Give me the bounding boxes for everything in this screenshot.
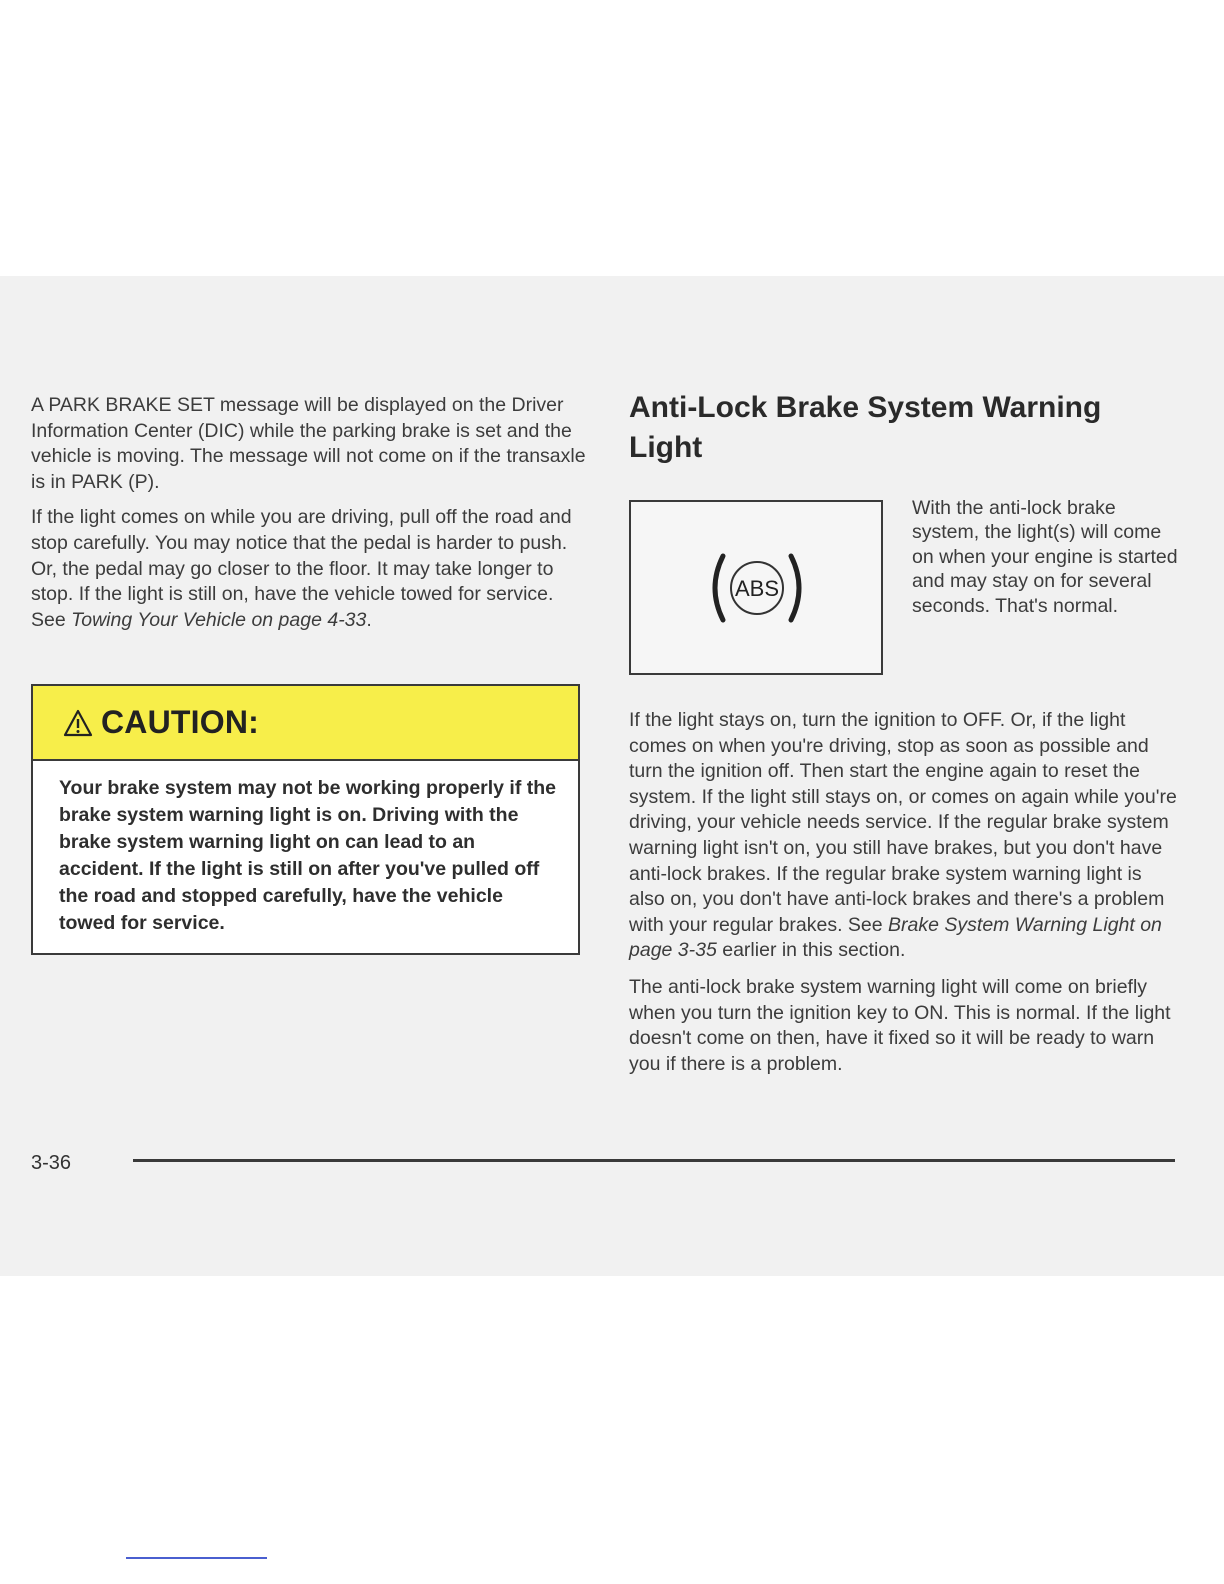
light-comes-on-paragraph [31,505,587,633]
light-comes-on-text: If the light comes on while you are driving, pull off the road and stop carefully. You may notice that the pedal is harder to push. Or, the pedal may go closer to the floor. It may take longer to stop. If the light is still on, have the vehicle towed for service. See [31,506,572,631]
caution-box [31,684,580,955]
section-heading: Anti-Lock Brake System Warning Light [629,391,1102,464]
paragraph-end: . [366,608,372,631]
page-number: 3-36 [31,1152,72,1174]
light-stays-on-text: If the light stays on, turn the ignition to OFF. Or, if the light comes on when you're driving, stop as soon as possible and turn the ignition off. Then start the engine again to reset the system. If the light still stays on, or comes on again while you're driving, your vehicle needs service. If the regular brake system warning light isn't on, you still have brakes, but you don't have anti-lock brakes. If the regular brake system warning light is also on, you don't have anti-lock brakes and there's a problem with your regular brakes. See [629,709,1177,936]
light-stays-on-end: earlier in this section. [716,939,906,962]
abs-warning-icon [705,548,809,628]
right-column-header [629,388,1179,468]
abs-indicator-figure [629,500,883,675]
park-brake-message-paragraph: A PARK BRAKE SET message will be displayed on the Driver Information Center (DIC) while the parking brake is set and the vehicle is moving. The message will not come on if the transaxle is in PARK (P). [31,394,586,493]
right-column-body [629,708,1179,1088]
caution-title: CAUTION: [101,704,260,740]
caution-body-text: Your brake system may not be working properly if the brake system warning light is on. Driving with the brake system warning light on can lead to an accident. If the light is still on after you've pulled off the road and stopped carefully, have the vehicle towed for service. [59,777,557,934]
abs-symbol-text: ABS [734,576,780,601]
footer-divider [133,1159,1175,1162]
warning-triangle-icon [63,709,93,737]
caution-header [33,686,578,761]
ignition-check-paragraph: The anti-lock brake system warning light will come on briefly when you turn the ignition key to ON. This is normal. If the light doesn't come on then, have it fixed so it will be ready to warn you if there is a problem. [629,975,1171,1075]
bottom-link-underline[interactable] [126,1557,267,1559]
brake-warning-reference-link[interactable]: Brake System Warning Light on page 3-35 [629,913,1162,962]
left-column [31,393,587,643]
light-stays-on-paragraph [629,708,1179,964]
towing-reference-link[interactable]: Towing Your Vehicle on page 4-33 [71,608,367,631]
abs-startup-text: With the anti-lock brake system, the light(s) will come on when your engine is started and may stay on for several seconds. That's normal. [912,497,1178,617]
